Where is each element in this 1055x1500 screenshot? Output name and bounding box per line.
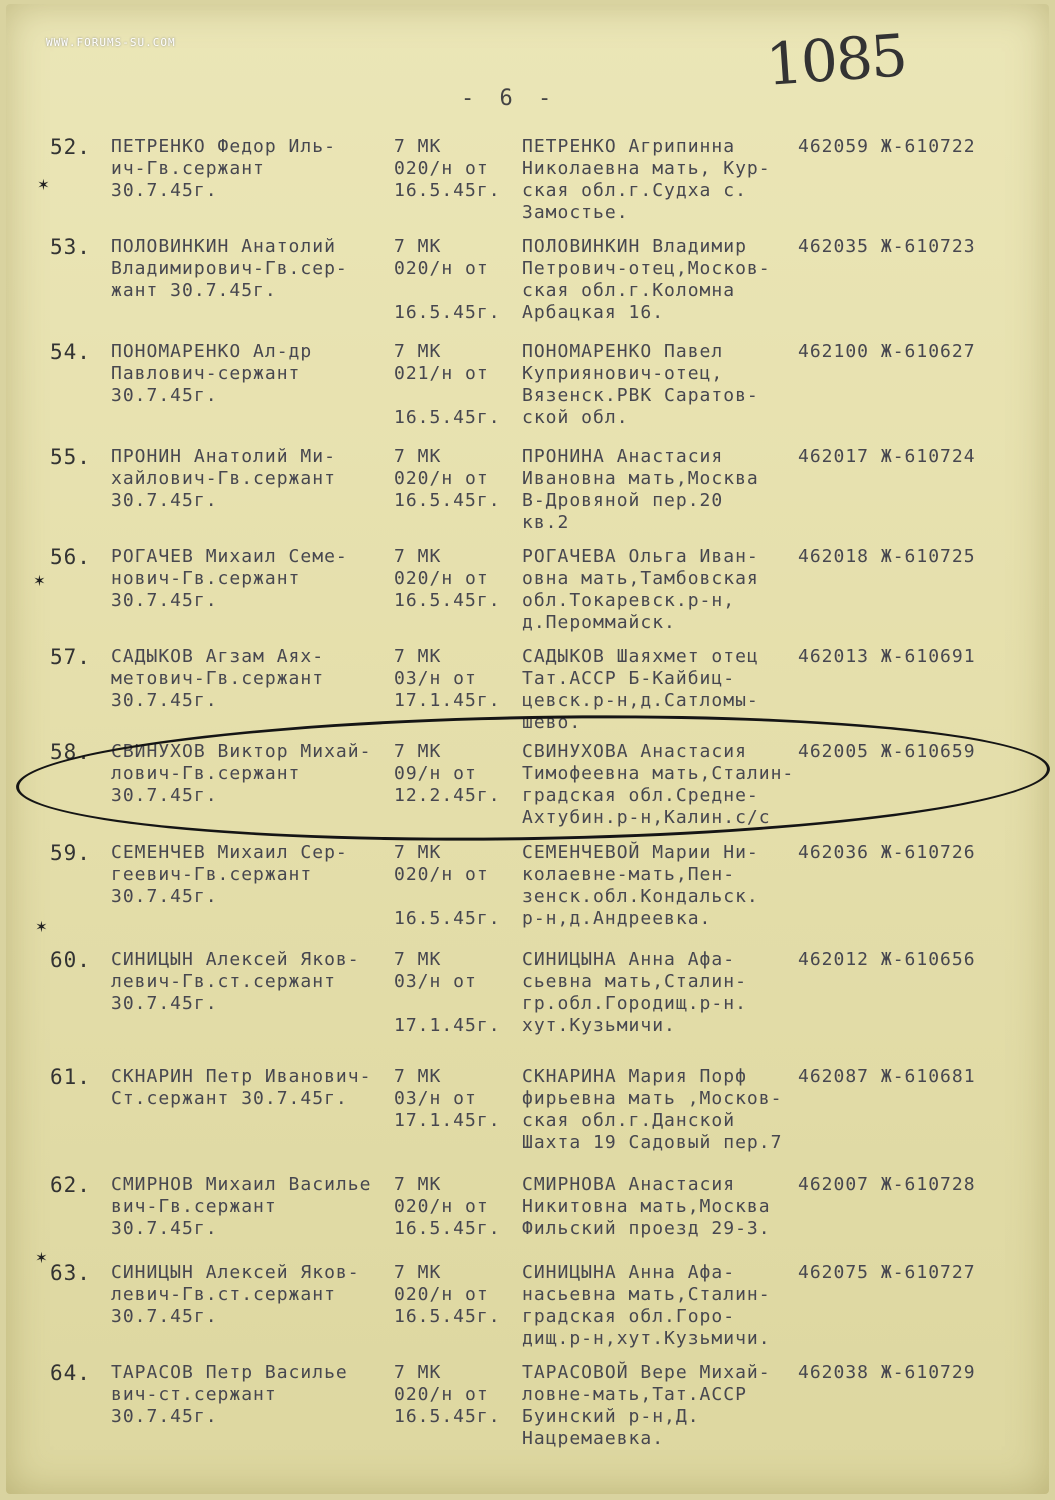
entry-relative: РОГАЧЕВА Ольга Иван- овна мать,Тамбовская обл.Токаревск.р-н, д.Пероммайск. <box>522 546 759 633</box>
entry-unit-order: 7 МК 020/н от 16.5.45г. <box>394 446 501 511</box>
entry-unit-order: 7 МК 020/н от 16.5.45г. <box>394 236 501 323</box>
watermark: WWW.FORUMS-SU.COM <box>46 36 176 49</box>
entry-unit-order: 7 МК 03/н от 17.1.45г. <box>394 949 501 1036</box>
entry-ids: 462017 Ж-610724 <box>798 446 976 467</box>
entry-unit-order: 7 МК 020/н от 16.5.45г. <box>394 136 501 201</box>
entry-number: 54. <box>50 340 91 364</box>
entry-relative: СМИРНОВА Анастасия Никитовна мать,Москва Фильский проезд 29-3. <box>522 1174 771 1239</box>
entry-name: СМИРНОВ Михаил Василье вич-Гв.сержант 30.7.45г. <box>111 1174 372 1239</box>
entry-ids: 462075 Ж-610727 <box>798 1262 976 1283</box>
entry-unit-order: 7 МК 03/н от 17.1.45г. <box>394 1066 501 1131</box>
entry-unit-order: 7 МК 09/н от 12.2.45г. <box>394 741 501 806</box>
entry-number: 64. <box>50 1361 91 1385</box>
entry-relative: САДЫКОВ Шаяхмет отец Тат.АССР Б-Кайбиц- цевск.р-н,д.Сатломы- шево. <box>522 646 759 733</box>
entry-name: СВИНУХОВ Виктор Михай- лович-Гв.сержант 30.7.45г. <box>111 741 372 806</box>
entry-number: 57. <box>50 645 91 669</box>
entry-ids: 462036 Ж-610726 <box>798 842 976 863</box>
entry-relative: СВИНУХОВА Анастасия Тимофеевна мать,Сталин- градская обл.Средне- Ахтубин.р-н,Калин.с/с <box>522 741 795 828</box>
entry-relative: ПОЛОВИНКИН Владимир Петрович-отец,Москов- ская обл.г.Коломна Арбацкая 16. <box>522 236 771 323</box>
entry-number: 52. <box>50 135 91 159</box>
entry-unit-order: 7 МК 020/н от 16.5.45г. <box>394 546 501 611</box>
entry-number: 53. <box>50 235 91 259</box>
entry-relative: СИНИЦЫНА Анна Афа- сьевна мать,Сталин- гр.обл.Городищ.р-н. хут.Кузьмичи. <box>522 949 747 1036</box>
entry-unit-order: 7 МК 020/н от 16.5.45г. <box>394 842 501 929</box>
highlight-oval <box>15 707 1051 849</box>
entry-name: САДЫКОВ Агзам Аях- метович-Гв.сержант 30.7.45г. <box>111 646 325 711</box>
entry-name: РОГАЧЕВ Михаил Семе- нович-Гв.сержант 30.7.45г. <box>111 546 348 611</box>
entry-name: СЕМЕНЧЕВ Михаил Сер- геевич-Гв.сержант 30.7.45г. <box>111 842 348 907</box>
entry-ids: 462087 Ж-610681 <box>798 1066 976 1087</box>
entry-number: 59. <box>50 841 91 865</box>
document-page <box>6 4 1049 1494</box>
page-number: - 6 - <box>461 86 558 111</box>
entry-unit-order: 7 МК 020/н от 16.5.45г. <box>394 1262 501 1327</box>
entry-relative: СКНАРИНА Мария Порф фирьевна мать ,Москов- ская обл.г.Данской Шахта 19 Садовый пер.7 <box>522 1066 783 1153</box>
entry-ids: 462038 Ж-610729 <box>798 1362 976 1383</box>
star-mark-icon: ✶ <box>36 916 47 937</box>
entry-relative: СЕМЕНЧЕВОЙ Марии Ни- колаевне-мать,Пен- зенск.обл.Кондальск. р-н,д.Андреевка. <box>522 842 759 929</box>
entry-relative: ПЕТРЕНКО Агрипинна Николаевна мать, Кур- ская обл.г.Судха с. Замостье. <box>522 136 771 223</box>
entry-name: СИНИЦЫН Алексей Яков- левич-Гв.ст.сержант 30.7.45г. <box>111 949 360 1014</box>
entry-relative: ПОНОМАРЕНКО Павел Куприянович-отец, Вязенск.РВК Саратов- ской обл. <box>522 341 759 428</box>
entry-number: 60. <box>50 948 91 972</box>
handwritten-sheet-number: 1085 <box>763 21 908 99</box>
entry-unit-order: 7 МК 021/н от 16.5.45г. <box>394 341 501 428</box>
entry-name: ПРОНИН Анатолий Ми- хайлович-Гв.сержант 30.7.45г. <box>111 446 336 511</box>
entry-number: 63. <box>50 1261 91 1285</box>
entry-unit-order: 7 МК 020/н от 16.5.45г. <box>394 1362 501 1427</box>
entry-number: 62. <box>50 1173 91 1197</box>
entry-relative: ПРОНИНА Анастасия Ивановна мать,Москва В-Дровяной пер.20 кв.2 <box>522 446 759 533</box>
entry-number: 61. <box>50 1065 91 1089</box>
star-mark-icon: ✶ <box>38 174 49 195</box>
entry-name: СКНАРИН Петр Иванович- Ст.сержант 30.7.45г. <box>111 1066 372 1109</box>
entry-number: 56. <box>50 545 91 569</box>
entry-name: ТАРАСОВ Петр Василье вич-ст.сержант 30.7.45г. <box>111 1362 348 1427</box>
entry-name: СИНИЦЫН Алексей Яков- левич-Гв.ст.сержант 30.7.45г. <box>111 1262 360 1327</box>
entry-unit-order: 7 МК 03/н от 17.1.45г. <box>394 646 501 711</box>
entry-relative: ТАРАСОВОЙ Вере Михай- ловне-мать,Тат.АССР Буинский р-н,Д. Нацремаевка. <box>522 1362 771 1449</box>
entry-ids: 462007 Ж-610728 <box>798 1174 976 1195</box>
entry-ids: 462005 Ж-610659 <box>798 741 976 762</box>
entry-ids: 462059 Ж-610722 <box>798 136 976 157</box>
entry-number: 58. <box>50 740 91 764</box>
entry-ids: 462012 Ж-610656 <box>798 949 976 970</box>
star-mark-icon: ✶ <box>36 1247 47 1268</box>
entry-ids: 462013 Ж-610691 <box>798 646 976 667</box>
entry-name: ПЕТРЕНКО Федор Иль- ич-Гв.сержант 30.7.45г. <box>111 136 336 201</box>
star-mark-icon: ✶ <box>34 570 45 591</box>
entry-unit-order: 7 МК 020/н от 16.5.45г. <box>394 1174 501 1239</box>
entry-name: ПОНОМАРЕНКО Ал-др Павлович-сержант 30.7.45г. <box>111 341 313 406</box>
entry-number: 55. <box>50 445 91 469</box>
entry-name: ПОЛОВИНКИН Анатолий Владимирович-Гв.сер- жант 30.7.45г. <box>111 236 348 301</box>
entry-ids: 462018 Ж-610725 <box>798 546 976 567</box>
entry-ids: 462100 Ж-610627 <box>798 341 976 362</box>
entry-relative: СИНИЦЫНА Анна Афа- насьевна мать,Сталин- градская обл.Горо- дищ.р-н,хут.Кузьмичи. <box>522 1262 771 1349</box>
entry-ids: 462035 Ж-610723 <box>798 236 976 257</box>
